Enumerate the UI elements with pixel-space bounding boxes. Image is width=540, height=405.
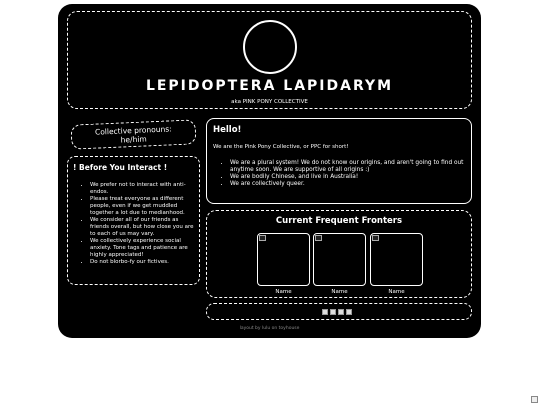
- page-subtitle: aka PINK PONY COLLECTIVE: [231, 99, 308, 105]
- fronter-card[interactable]: [313, 233, 366, 295]
- badges-panel: [206, 303, 472, 320]
- fronters-heading: Current Frequent Fronters: [275, 216, 403, 226]
- layout-credit[interactable]: layout by lulu on toyhouse: [239, 326, 300, 331]
- fronter-image: [370, 233, 423, 286]
- pronouns-value: he/him: [120, 134, 147, 145]
- hello-intro: We are the Pink Pony Collective, or PPC for short!: [213, 144, 349, 150]
- fronter-card[interactable]: [370, 233, 423, 295]
- fronter-image: [313, 233, 366, 286]
- fronter-image: [257, 233, 310, 286]
- before-interact-heading: ! Before You Interact !: [73, 163, 168, 172]
- hello-list: [207, 160, 465, 188]
- list-item: • We are bodily Chinese, and live in Australia!: [230, 174, 465, 181]
- list-item: • Please treat everyone as different people, even if we get muddled together a lot due to medianhood.: [90, 196, 195, 217]
- badge-image-icon[interactable]: [330, 309, 336, 315]
- avatar: [243, 20, 297, 74]
- broken-image-icon: [259, 235, 266, 241]
- list-item: • We are a plural system! We do not know our origins, and aren't going to find out anytime soon. We are supportive of all origins :): [230, 160, 465, 174]
- fronter-name: Name: [275, 289, 292, 295]
- broken-image-icon: [531, 396, 538, 403]
- list-item: • We are collectively queer.: [230, 181, 465, 188]
- hello-panel[interactable]: [206, 118, 472, 204]
- page-title: LEPIDOPTERA LAPIDARYM: [145, 78, 394, 94]
- badge-image-icon[interactable]: [346, 309, 352, 315]
- broken-image-icon: [372, 235, 379, 241]
- fronters-panel: [206, 210, 472, 298]
- list-item: • Do not blorbo-fy our fictives.: [90, 259, 195, 266]
- fronter-card[interactable]: [257, 233, 310, 295]
- badge-image-icon[interactable]: [338, 309, 344, 315]
- header-panel: [67, 11, 472, 109]
- hello-heading: Hello!: [213, 125, 242, 135]
- broken-image-icon: [315, 235, 322, 241]
- badge-image-icon[interactable]: [322, 309, 328, 315]
- fronter-name: Name: [388, 289, 405, 295]
- fronter-name: Name: [331, 289, 348, 295]
- before-interact-panel: [67, 156, 200, 285]
- profile-card: [58, 4, 481, 338]
- list-item: • We consider all of our friends as friends overall, but how close you are to each of us may vary.: [90, 217, 195, 238]
- pronouns-box: [71, 119, 197, 149]
- list-item: • We prefer not to interact with anti-endos.: [90, 182, 195, 196]
- list-item: • We collectively experience social anxiety. Tone tags and patience are highly appreciated!: [90, 238, 195, 259]
- before-interact-list: [68, 182, 195, 266]
- pronouns-label: Collective pronouns:: [94, 124, 172, 137]
